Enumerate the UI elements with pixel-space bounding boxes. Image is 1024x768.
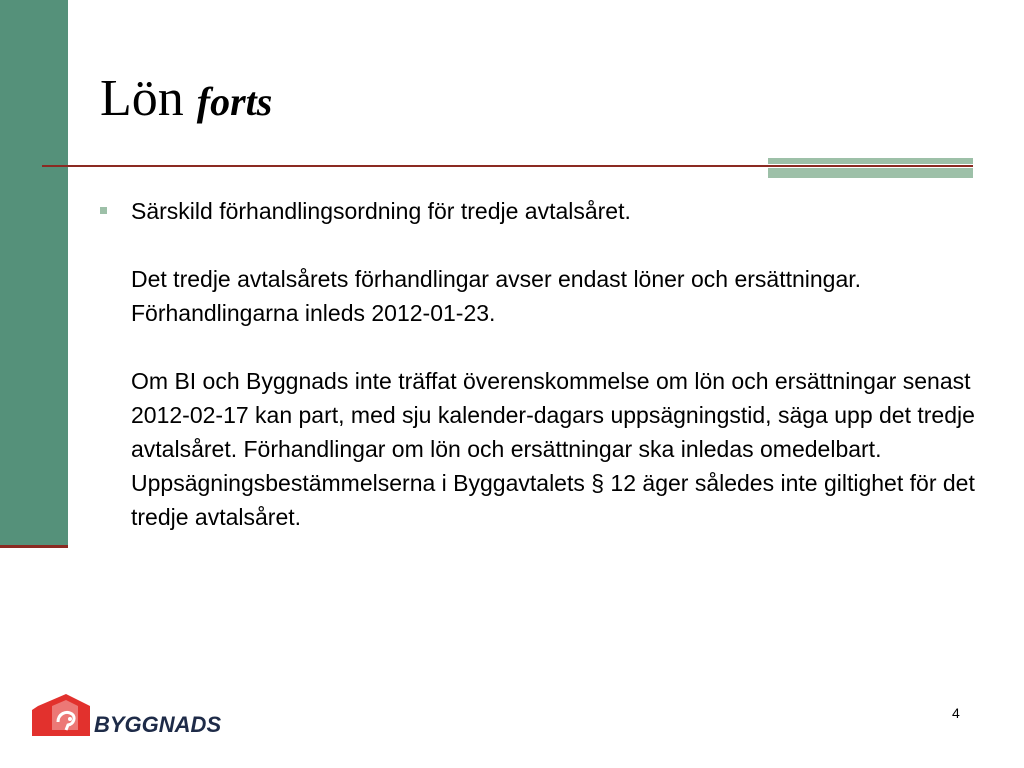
slide-content <box>100 194 980 534</box>
bullet-paragraph-2: Om BI och Byggnads inte träffat överenskommelse om lön och ersättningar senast 2012-02-17 kan part, med sju kalender-dagars uppsägningstid, säga upp det tredje avtalsåret. Förhandlingar om lön och ersättningar ska inledas omedelbart. Uppsägningsbestämmelserna i Byggavtalets § 12 äger således inte giltighet för det tredje avtalsåret. <box>131 368 975 530</box>
accent-bar-bottom <box>768 168 973 178</box>
bullet-heading: Särskild förhandlingsordning för tredje avtalsåret. <box>131 198 631 224</box>
title-main: Lön <box>100 70 184 127</box>
bullet-square-icon <box>100 207 107 214</box>
slide-title <box>100 70 272 127</box>
logo-text: BYGGNADS <box>94 712 222 737</box>
left-band-rule <box>0 545 68 548</box>
title-divider <box>42 165 973 167</box>
bullet-item <box>100 194 980 534</box>
page-number: 4 <box>952 705 960 721</box>
bullet-paragraph-1: Det tredje avtalsårets förhandlingar avser endast löner och ersättningar. Förhandlingarna inleds 2012-01-23. <box>131 266 862 326</box>
title-subtitle: forts <box>196 79 273 124</box>
left-decorative-band <box>0 0 68 545</box>
accent-bar-top <box>768 158 973 164</box>
